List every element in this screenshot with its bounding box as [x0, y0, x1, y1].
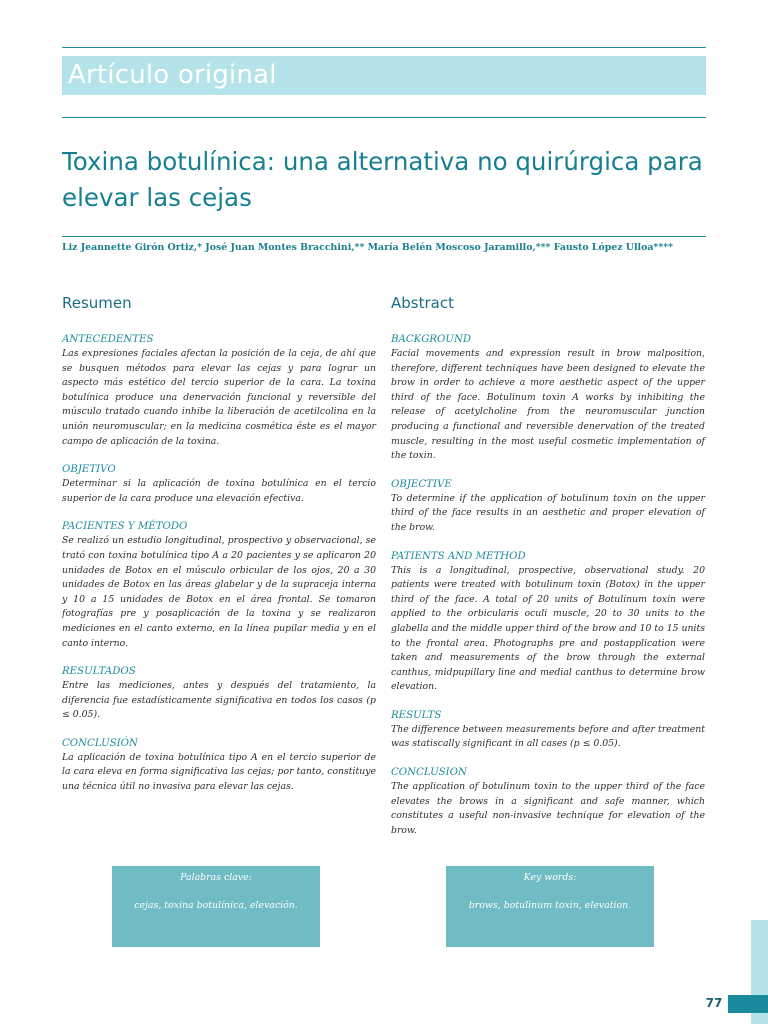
resumen-column — [62, 292, 376, 809]
abstract-section — [391, 709, 705, 752]
resumen-section-text: Entre las mediciones, antes y después del tratamiento, la diferencia fue estadísticamente significativa en todos los casos (p ≤ 0.05). — [62, 680, 376, 721]
footer-bar — [728, 995, 768, 1013]
abstract-heading: Abstract — [391, 294, 454, 312]
abstract-section-heading: RESULTS — [391, 709, 442, 721]
author-list: Liz Jeannette Girón Ortiz,* José Juan Montes Bracchini,** María Belén Moscoso Jaramillo,*** Fausto López Ulloa**** — [62, 242, 674, 253]
resumen-section-heading: CONCLUSIÓN — [62, 737, 138, 749]
resumen-section-heading: OBJETIVO — [62, 464, 116, 476]
abstract-section-text: To determine if the application of botulinum toxin on the upper third of the face results in an aesthetic and proper elevation of the brow. — [391, 492, 705, 533]
abstract-section-text: Facial movements and expression result in brow malposition, therefore, different techniques have been designed to elevate the brow in order to achieve a more aesthetic aspect of the upper third of the face. Botulinum toxin A works by inhibiting the release of acetylcholine from the neuromuscular junction producing a functional and reversible denervation of the treated muscle, resulting in the most useful cosmetic implementation of the toxin. — [391, 348, 705, 462]
abstract-section-heading: BACKGROUND — [391, 334, 472, 345]
top-rule — [62, 47, 706, 48]
keywords-es-text: cejas, toxina botulínica, elevación. — [134, 900, 298, 911]
section-label: Artículo original — [68, 60, 277, 90]
abstract-section-heading: PATIENTS AND METHOD — [391, 550, 526, 562]
abstract-section-heading: OBJECTIVE — [391, 478, 452, 490]
resumen-heading: Resumen — [62, 294, 132, 312]
section-banner — [62, 56, 706, 95]
resumen-section-heading: ANTECEDENTES — [62, 334, 154, 345]
title-top-rule — [62, 117, 706, 118]
resumen-section — [62, 463, 376, 506]
abstract-column — [391, 292, 705, 852]
article-title: Toxina botulínica: una alternativa no quirúrgica para elevar las cejas — [62, 147, 703, 212]
resumen-section — [62, 665, 376, 723]
resumen-section-text: La aplicación de toxina botulínica tipo A en el tercio superior de la cara eleva en forma significativa las cejas; por tanto, constituye una técnica útil no invasiva para elevar las cejas. — [62, 751, 376, 793]
resumen-section — [62, 520, 376, 651]
resumen-section-text: Determinar si la aplicación de toxina botulínica en el tercio superior de la cara produce una elevación efectiva. — [62, 478, 376, 504]
resumen-section-heading: RESULTADOS — [62, 666, 136, 678]
abstract-section-heading: CONCLUSION — [391, 767, 467, 779]
keywords-es-box — [112, 866, 320, 947]
authors-rule — [62, 236, 706, 237]
resumen-section — [62, 333, 376, 449]
abstract-section-text: This is a longitudinal, prospective, observational study. 20 patients were treated with botulinum toxin (Botox) in the upper third of the face. A total of 20 units of Botulinum toxin were applied to the orbicularis oculi muscle, 20 to 30 units to the glabella and the middle upper third of the brow and 10 to 15 units to the frontal area. Photographs pre and postapplication were taken and measurements of the brow through the external canthus, midpupillary line and medial canthus to determine brow elevation. — [391, 564, 705, 693]
resumen-section-text: Se realizó un estudio longitudinal, prospectivo y observacional, se trató con toxina botulínica tipo A a 20 pacientes y se aplicaron 20 unidades de Botox en el músculo orbicular de los ojos, 20 a 30 unidades de Botox en las áreas glabelar y de la supraceja interna y 10 a 15 unidades de Botox en el área frontal. Se tomaron fotografías pre y posaplicación de la toxina y se realizaron mediciones en el canto externo, en la línea pupilar media y en el canto interno. — [62, 535, 376, 649]
resumen-section-text: Las expresiones faciales afectan la posición de la ceja, de ahí que se busquen métodos para elevar las cejas y para lograr un aspecto más estético del tercio superior de la cara. La toxina botulínica produce una denervación funcional y reversible del músculo tratado cuando inhibe la liberación de acetilcolina en la unión neuromuscular; en la medicina cosmética éste es el mayor campo de aplicación de la toxina. — [62, 348, 376, 447]
resumen-section — [62, 737, 376, 795]
abstract-section-text: The difference between measurements before and after treatment was statiscally significant in all cases (p ≤ 0.05). — [391, 723, 705, 750]
page-number: 77 — [705, 996, 723, 1010]
keywords-en-text: brows, botulinum toxin, elevation. — [468, 900, 632, 911]
abstract-section — [391, 333, 705, 464]
keywords-es-label: Palabras clave: — [180, 872, 252, 883]
abstract-section — [391, 766, 705, 838]
keywords-en-label: Key words: — [523, 872, 577, 883]
resumen-section-heading: PACIENTES Y MÉTODO — [62, 521, 188, 533]
abstract-section — [391, 550, 705, 695]
abstract-section — [391, 478, 705, 536]
abstract-section-text: The application of botulinum toxin to the upper third of the face elevates the brows in a significant and safe manner, which constitutes a useful non-invasive technique for elevation of the brow. — [391, 781, 705, 836]
keywords-en-box — [446, 866, 654, 947]
